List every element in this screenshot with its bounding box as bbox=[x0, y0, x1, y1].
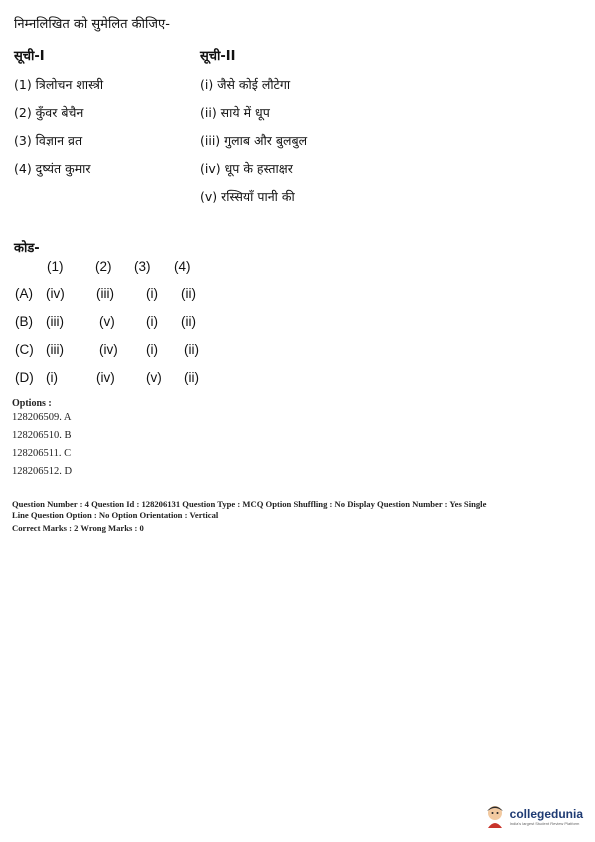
list1-item: (2) कुँवर बेचैन bbox=[14, 105, 84, 120]
code-cell: (ii) bbox=[181, 314, 196, 329]
code-cell: (iv) bbox=[46, 286, 65, 301]
code-cell: (v) bbox=[99, 314, 115, 329]
code-cell: (iii) bbox=[46, 342, 64, 357]
list1-item: (1) त्रिलोचन शास्त्री bbox=[14, 77, 104, 92]
code-cell: (i) bbox=[146, 314, 158, 329]
option-item: 128206510. B bbox=[12, 430, 72, 441]
code-cell: (i) bbox=[46, 370, 58, 385]
brand-name: collegedunia bbox=[509, 806, 583, 821]
code-row-label: (A) bbox=[15, 286, 33, 301]
code-cell: (ii) bbox=[181, 286, 196, 301]
code-column-header: (1) bbox=[47, 259, 64, 274]
code-cell: (iv) bbox=[96, 370, 115, 385]
list2-item: (i) जैसे कोई लौटेगा bbox=[200, 77, 291, 92]
mascot-icon bbox=[484, 804, 506, 828]
collegedunia-logo bbox=[484, 804, 583, 828]
code-cell: (ii) bbox=[184, 370, 199, 385]
code-column-header: (4) bbox=[174, 259, 191, 274]
question-meta-line: Question Number : 4 Question Id : 128206131 Question Type : MCQ Option Shuffling : No Display Question Number : Yes Single bbox=[12, 499, 487, 509]
option-item: 128206512. D bbox=[12, 466, 73, 477]
question-title: निम्नलिखित को सुमेलित कीजिए- bbox=[14, 17, 170, 32]
code-row-label: (C) bbox=[15, 342, 34, 357]
code-cell: (iv) bbox=[99, 342, 118, 357]
code-cell: (ii) bbox=[184, 342, 199, 357]
code-row-label: (B) bbox=[15, 314, 33, 329]
list2-heading: सूची-II bbox=[200, 49, 236, 64]
code-row-label: (D) bbox=[15, 370, 34, 385]
marks-line: Correct Marks : 2 Wrong Marks : 0 bbox=[12, 523, 144, 533]
list2-item: (ii) साये में धूप bbox=[200, 105, 270, 120]
option-item: 128206509. A bbox=[12, 412, 72, 423]
brand-tagline: India's largest Student Review Platform bbox=[509, 820, 580, 826]
options-heading: Options : bbox=[12, 398, 52, 409]
code-column-header: (3) bbox=[134, 259, 151, 274]
code-cell: (iii) bbox=[46, 314, 64, 329]
list1-item: (4) दुष्यंत कुमार bbox=[14, 161, 91, 176]
code-column-header: (2) bbox=[95, 259, 112, 274]
code-cell: (i) bbox=[146, 286, 158, 301]
code-heading: कोड- bbox=[14, 241, 40, 256]
list1-heading: सूची-I bbox=[14, 49, 45, 64]
question-meta-line: Line Question Option : No Option Orientation : Vertical bbox=[12, 510, 219, 520]
code-cell: (i) bbox=[146, 342, 158, 357]
code-cell: (v) bbox=[146, 370, 162, 385]
list2-item: (iii) गुलाब और बुलबुल bbox=[200, 133, 308, 148]
list2-item: (iv) धूप के हस्ताक्षर bbox=[200, 161, 293, 176]
code-cell: (iii) bbox=[96, 286, 114, 301]
list2-item: (v) रस्सियाँ पानी की bbox=[200, 189, 295, 204]
list1-item: (3) विज्ञान व्रत bbox=[14, 133, 83, 148]
option-item: 128206511. C bbox=[12, 448, 72, 459]
